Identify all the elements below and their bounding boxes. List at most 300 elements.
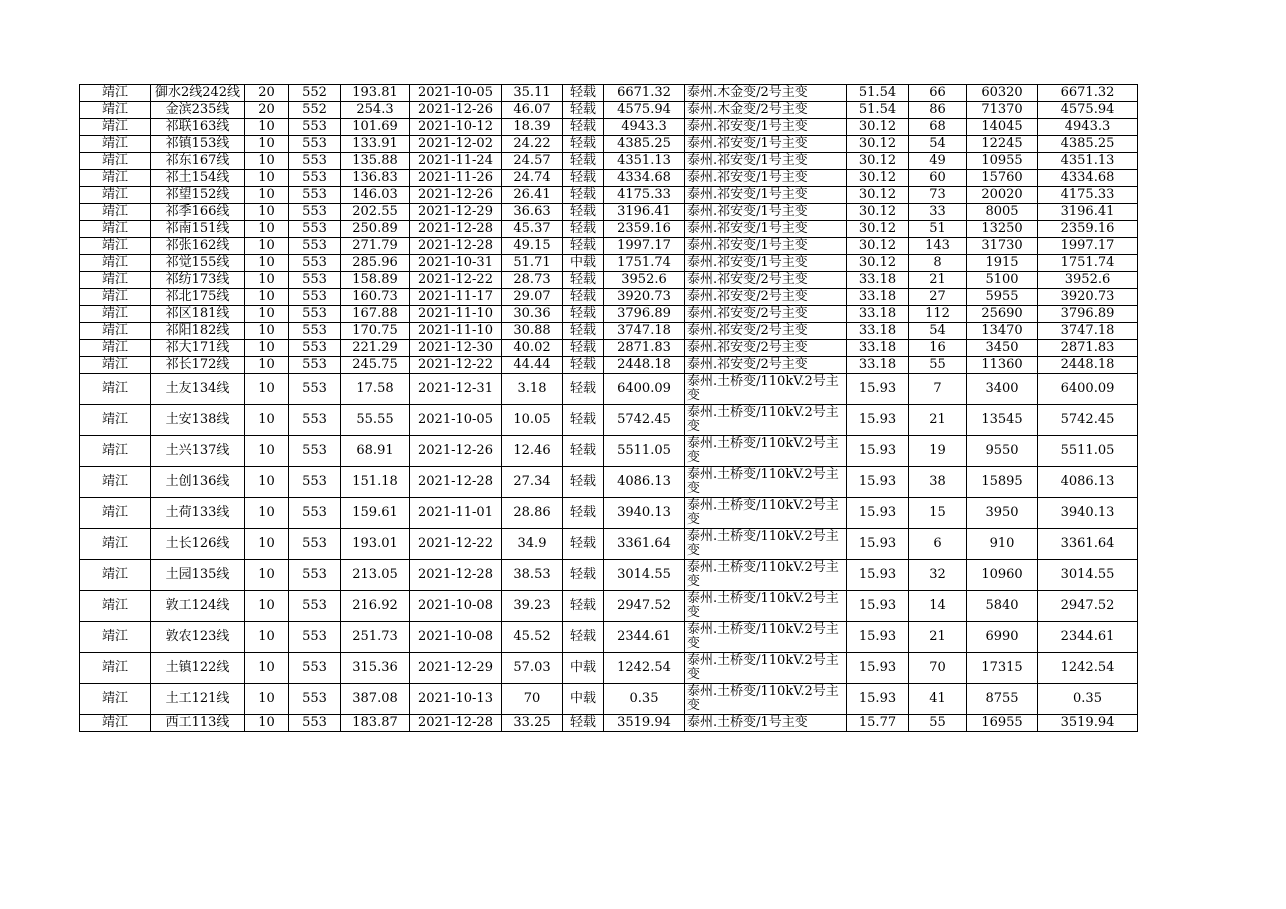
date-cell: 2021-10-08 <box>410 622 502 653</box>
line-name-cell: 祁镇153线 <box>151 136 245 153</box>
load-status-cell: 轻载 <box>563 436 604 467</box>
remaining-capacity-cell: 2448.18 <box>1038 357 1138 374</box>
table-row <box>80 204 1138 221</box>
load-status-cell: 轻载 <box>563 204 604 221</box>
transformer-rate-cell: 33.18 <box>847 272 909 289</box>
transformer-rate-cell: 33.18 <box>847 306 909 323</box>
value-a-cell: 553 <box>289 715 341 732</box>
user-count-cell: 73 <box>909 187 967 204</box>
value-b-cell: 387.08 <box>341 684 410 715</box>
date-cell: 2021-12-02 <box>410 136 502 153</box>
load-status-cell: 轻载 <box>563 187 604 204</box>
substation-cell: 泰州.木金变/2号主变 <box>685 85 847 102</box>
line-name-cell: 土园135线 <box>151 560 245 591</box>
region-cell: 靖江 <box>80 153 151 170</box>
user-count-cell: 6 <box>909 529 967 560</box>
line-name-cell: 祁觉155线 <box>151 255 245 272</box>
user-count-cell: 86 <box>909 102 967 119</box>
load-status-cell: 轻载 <box>563 153 604 170</box>
capacity-cell: 1242.54 <box>604 653 685 684</box>
value-b-cell: 245.75 <box>341 357 410 374</box>
line-name-cell: 祁大171线 <box>151 340 245 357</box>
date-cell: 2021-11-01 <box>410 498 502 529</box>
transformer-rate-cell: 15.93 <box>847 622 909 653</box>
load-rate-cell: 45.37 <box>502 221 563 238</box>
voltage-cell: 10 <box>245 529 289 560</box>
total-capacity-cell: 13250 <box>967 221 1038 238</box>
total-capacity-cell: 3400 <box>967 374 1038 405</box>
substation-cell: 泰州.土桥变/110kV.2号主变 <box>685 374 847 405</box>
voltage-cell: 10 <box>245 405 289 436</box>
table-row <box>80 187 1138 204</box>
table-row <box>80 238 1138 255</box>
total-capacity-cell: 20020 <box>967 187 1038 204</box>
remaining-capacity-cell: 5742.45 <box>1038 405 1138 436</box>
value-a-cell: 553 <box>289 405 341 436</box>
voltage-cell: 10 <box>245 340 289 357</box>
remaining-capacity-cell: 2947.52 <box>1038 591 1138 622</box>
region-cell: 靖江 <box>80 357 151 374</box>
total-capacity-cell: 11360 <box>967 357 1038 374</box>
transformer-rate-cell: 51.54 <box>847 85 909 102</box>
date-cell: 2021-12-26 <box>410 436 502 467</box>
value-b-cell: 193.01 <box>341 529 410 560</box>
date-cell: 2021-12-22 <box>410 529 502 560</box>
date-cell: 2021-12-29 <box>410 653 502 684</box>
load-status-cell: 轻载 <box>563 622 604 653</box>
value-a-cell: 553 <box>289 467 341 498</box>
capacity-cell: 4385.25 <box>604 136 685 153</box>
remaining-capacity-cell: 3920.73 <box>1038 289 1138 306</box>
user-count-cell: 70 <box>909 653 967 684</box>
substation-cell: 泰州.祁安变/1号主变 <box>685 204 847 221</box>
date-cell: 2021-12-30 <box>410 340 502 357</box>
total-capacity-cell: 14045 <box>967 119 1038 136</box>
value-b-cell: 151.18 <box>341 467 410 498</box>
capacity-cell: 5511.05 <box>604 436 685 467</box>
value-a-cell: 553 <box>289 436 341 467</box>
load-status-cell: 轻载 <box>563 221 604 238</box>
total-capacity-cell: 16955 <box>967 715 1038 732</box>
total-capacity-cell: 5840 <box>967 591 1038 622</box>
substation-cell: 泰州.祁安变/2号主变 <box>685 272 847 289</box>
value-b-cell: 136.83 <box>341 170 410 187</box>
voltage-cell: 10 <box>245 357 289 374</box>
region-cell: 靖江 <box>80 529 151 560</box>
value-a-cell: 553 <box>289 529 341 560</box>
total-capacity-cell: 5100 <box>967 272 1038 289</box>
load-rate-cell: 33.25 <box>502 715 563 732</box>
load-status-cell: 轻载 <box>563 119 604 136</box>
capacity-cell: 2947.52 <box>604 591 685 622</box>
voltage-cell: 10 <box>245 255 289 272</box>
load-rate-cell: 30.36 <box>502 306 563 323</box>
load-rate-cell: 3.18 <box>502 374 563 405</box>
transformer-rate-cell: 30.12 <box>847 187 909 204</box>
load-status-cell: 轻载 <box>563 238 604 255</box>
table-row <box>80 653 1138 684</box>
capacity-cell: 4351.13 <box>604 153 685 170</box>
date-cell: 2021-10-13 <box>410 684 502 715</box>
load-status-cell: 轻载 <box>563 467 604 498</box>
date-cell: 2021-12-28 <box>410 560 502 591</box>
value-a-cell: 553 <box>289 289 341 306</box>
substation-cell: 泰州.祁安变/1号主变 <box>685 153 847 170</box>
load-status-cell: 轻载 <box>563 340 604 357</box>
transformer-rate-cell: 15.93 <box>847 498 909 529</box>
region-cell: 靖江 <box>80 560 151 591</box>
value-b-cell: 146.03 <box>341 187 410 204</box>
total-capacity-cell: 6990 <box>967 622 1038 653</box>
value-b-cell: 183.87 <box>341 715 410 732</box>
user-count-cell: 54 <box>909 323 967 340</box>
capacity-cell: 2344.61 <box>604 622 685 653</box>
substation-cell: 泰州.祁安变/2号主变 <box>685 306 847 323</box>
substation-cell: 泰州.土桥变/110kV.2号主变 <box>685 498 847 529</box>
value-b-cell: 167.88 <box>341 306 410 323</box>
voltage-cell: 10 <box>245 289 289 306</box>
capacity-cell: 2871.83 <box>604 340 685 357</box>
remaining-capacity-cell: 3952.6 <box>1038 272 1138 289</box>
load-rate-cell: 57.03 <box>502 653 563 684</box>
substation-cell: 泰州.祁安变/1号主变 <box>685 136 847 153</box>
table-row <box>80 85 1138 102</box>
transformer-rate-cell: 15.93 <box>847 591 909 622</box>
line-name-cell: 祁阳182线 <box>151 323 245 340</box>
load-rate-cell: 10.05 <box>502 405 563 436</box>
voltage-cell: 10 <box>245 653 289 684</box>
region-cell: 靖江 <box>80 85 151 102</box>
region-cell: 靖江 <box>80 187 151 204</box>
region-cell: 靖江 <box>80 591 151 622</box>
user-count-cell: 51 <box>909 221 967 238</box>
remaining-capacity-cell: 0.35 <box>1038 684 1138 715</box>
value-a-cell: 553 <box>289 498 341 529</box>
load-rate-cell: 49.15 <box>502 238 563 255</box>
transformer-rate-cell: 15.93 <box>847 560 909 591</box>
load-rate-cell: 28.86 <box>502 498 563 529</box>
remaining-capacity-cell: 4385.25 <box>1038 136 1138 153</box>
transformer-rate-cell: 33.18 <box>847 357 909 374</box>
value-b-cell: 271.79 <box>341 238 410 255</box>
transformer-rate-cell: 30.12 <box>847 238 909 255</box>
transformer-rate-cell: 30.12 <box>847 221 909 238</box>
line-name-cell: 土工121线 <box>151 684 245 715</box>
load-rate-cell: 29.07 <box>502 289 563 306</box>
total-capacity-cell: 3950 <box>967 498 1038 529</box>
load-rate-cell: 44.44 <box>502 357 563 374</box>
load-rate-cell: 45.52 <box>502 622 563 653</box>
substation-cell: 泰州.祁安变/1号主变 <box>685 170 847 187</box>
value-a-cell: 553 <box>289 272 341 289</box>
substation-cell: 泰州.土桥变/110kV.2号主变 <box>685 591 847 622</box>
date-cell: 2021-11-17 <box>410 289 502 306</box>
table-row <box>80 272 1138 289</box>
transformer-rate-cell: 33.18 <box>847 323 909 340</box>
value-a-cell: 553 <box>289 560 341 591</box>
load-status-cell: 中载 <box>563 653 604 684</box>
region-cell: 靖江 <box>80 170 151 187</box>
line-name-cell: 御水2线242线 <box>151 85 245 102</box>
capacity-cell: 3747.18 <box>604 323 685 340</box>
remaining-capacity-cell: 6400.09 <box>1038 374 1138 405</box>
user-count-cell: 33 <box>909 204 967 221</box>
line-name-cell: 西工113线 <box>151 715 245 732</box>
load-status-cell: 轻载 <box>563 323 604 340</box>
value-a-cell: 553 <box>289 357 341 374</box>
date-cell: 2021-11-10 <box>410 306 502 323</box>
table-row <box>80 715 1138 732</box>
date-cell: 2021-10-05 <box>410 85 502 102</box>
region-cell: 靖江 <box>80 255 151 272</box>
value-a-cell: 553 <box>289 204 341 221</box>
capacity-cell: 4086.13 <box>604 467 685 498</box>
transformer-rate-cell: 30.12 <box>847 119 909 136</box>
capacity-cell: 3361.64 <box>604 529 685 560</box>
line-name-cell: 祁张162线 <box>151 238 245 255</box>
voltage-cell: 10 <box>245 684 289 715</box>
value-b-cell: 193.81 <box>341 85 410 102</box>
value-a-cell: 553 <box>289 255 341 272</box>
load-rate-cell: 40.02 <box>502 340 563 357</box>
capacity-cell: 2448.18 <box>604 357 685 374</box>
table-row <box>80 153 1138 170</box>
table-row <box>80 102 1138 119</box>
transformer-rate-cell: 15.93 <box>847 467 909 498</box>
substation-cell: 泰州.祁安变/2号主变 <box>685 289 847 306</box>
date-cell: 2021-10-31 <box>410 255 502 272</box>
line-name-cell: 祁长172线 <box>151 357 245 374</box>
region-cell: 靖江 <box>80 340 151 357</box>
load-status-cell: 轻载 <box>563 374 604 405</box>
line-name-cell: 土创136线 <box>151 467 245 498</box>
load-status-cell: 轻载 <box>563 560 604 591</box>
substation-cell: 泰州.祁安变/1号主变 <box>685 255 847 272</box>
value-b-cell: 158.89 <box>341 272 410 289</box>
transformer-rate-cell: 33.18 <box>847 289 909 306</box>
total-capacity-cell: 3450 <box>967 340 1038 357</box>
region-cell: 靖江 <box>80 204 151 221</box>
value-b-cell: 135.88 <box>341 153 410 170</box>
voltage-cell: 10 <box>245 136 289 153</box>
load-status-cell: 轻载 <box>563 102 604 119</box>
remaining-capacity-cell: 6671.32 <box>1038 85 1138 102</box>
value-b-cell: 250.89 <box>341 221 410 238</box>
region-cell: 靖江 <box>80 467 151 498</box>
user-count-cell: 54 <box>909 136 967 153</box>
user-count-cell: 32 <box>909 560 967 591</box>
load-status-cell: 轻载 <box>563 529 604 560</box>
total-capacity-cell: 8755 <box>967 684 1038 715</box>
user-count-cell: 49 <box>909 153 967 170</box>
date-cell: 2021-12-22 <box>410 272 502 289</box>
voltage-cell: 10 <box>245 170 289 187</box>
user-count-cell: 21 <box>909 405 967 436</box>
user-count-cell: 60 <box>909 170 967 187</box>
capacity-cell: 4334.68 <box>604 170 685 187</box>
line-name-cell: 土镇122线 <box>151 653 245 684</box>
load-rate-cell: 26.41 <box>502 187 563 204</box>
value-b-cell: 315.36 <box>341 653 410 684</box>
date-cell: 2021-12-28 <box>410 238 502 255</box>
total-capacity-cell: 71370 <box>967 102 1038 119</box>
user-count-cell: 15 <box>909 498 967 529</box>
voltage-cell: 10 <box>245 560 289 591</box>
substation-cell: 泰州.木金变/2号主变 <box>685 102 847 119</box>
load-status-cell: 轻载 <box>563 306 604 323</box>
line-name-cell: 祁季166线 <box>151 204 245 221</box>
total-capacity-cell: 1915 <box>967 255 1038 272</box>
total-capacity-cell: 31730 <box>967 238 1038 255</box>
remaining-capacity-cell: 3196.41 <box>1038 204 1138 221</box>
table-row <box>80 289 1138 306</box>
date-cell: 2021-12-28 <box>410 221 502 238</box>
remaining-capacity-cell: 2344.61 <box>1038 622 1138 653</box>
capacity-cell: 3519.94 <box>604 715 685 732</box>
line-name-cell: 祁南151线 <box>151 221 245 238</box>
value-a-cell: 553 <box>289 136 341 153</box>
load-rate-cell: 24.74 <box>502 170 563 187</box>
transformer-rate-cell: 15.93 <box>847 436 909 467</box>
line-name-cell: 祁望152线 <box>151 187 245 204</box>
line-name-cell: 土安138线 <box>151 405 245 436</box>
remaining-capacity-cell: 1751.74 <box>1038 255 1138 272</box>
load-status-cell: 轻载 <box>563 289 604 306</box>
total-capacity-cell: 10955 <box>967 153 1038 170</box>
line-name-cell: 土兴137线 <box>151 436 245 467</box>
voltage-cell: 10 <box>245 204 289 221</box>
voltage-cell: 10 <box>245 467 289 498</box>
value-b-cell: 221.29 <box>341 340 410 357</box>
remaining-capacity-cell: 4943.3 <box>1038 119 1138 136</box>
date-cell: 2021-12-29 <box>410 204 502 221</box>
value-b-cell: 170.75 <box>341 323 410 340</box>
substation-cell: 泰州.祁安变/1号主变 <box>685 187 847 204</box>
remaining-capacity-cell: 5511.05 <box>1038 436 1138 467</box>
substation-cell: 泰州.土桥变/110kV.2号主变 <box>685 529 847 560</box>
capacity-cell: 3014.55 <box>604 560 685 591</box>
table-row <box>80 136 1138 153</box>
value-a-cell: 553 <box>289 622 341 653</box>
voltage-cell: 20 <box>245 85 289 102</box>
transformer-rate-cell: 30.12 <box>847 204 909 221</box>
transformer-rate-cell: 30.12 <box>847 255 909 272</box>
table-row <box>80 591 1138 622</box>
data-table <box>79 84 1138 732</box>
line-name-cell: 祁纺173线 <box>151 272 245 289</box>
remaining-capacity-cell: 2359.16 <box>1038 221 1138 238</box>
remaining-capacity-cell: 3940.13 <box>1038 498 1138 529</box>
region-cell: 靖江 <box>80 405 151 436</box>
remaining-capacity-cell: 3747.18 <box>1038 323 1138 340</box>
voltage-cell: 10 <box>245 498 289 529</box>
transformer-rate-cell: 33.18 <box>847 340 909 357</box>
line-name-cell: 祁联163线 <box>151 119 245 136</box>
load-status-cell: 轻载 <box>563 591 604 622</box>
total-capacity-cell: 10960 <box>967 560 1038 591</box>
value-b-cell: 55.55 <box>341 405 410 436</box>
total-capacity-cell: 910 <box>967 529 1038 560</box>
region-cell: 靖江 <box>80 119 151 136</box>
remaining-capacity-cell: 4351.13 <box>1038 153 1138 170</box>
user-count-cell: 143 <box>909 238 967 255</box>
date-cell: 2021-12-26 <box>410 102 502 119</box>
load-status-cell: 轻载 <box>563 85 604 102</box>
table-row <box>80 119 1138 136</box>
date-cell: 2021-11-10 <box>410 323 502 340</box>
transformer-rate-cell: 15.93 <box>847 653 909 684</box>
user-count-cell: 55 <box>909 357 967 374</box>
capacity-cell: 3940.13 <box>604 498 685 529</box>
load-status-cell: 轻载 <box>563 170 604 187</box>
substation-cell: 泰州.祁安变/2号主变 <box>685 340 847 357</box>
substation-cell: 泰州.祁安变/2号主变 <box>685 357 847 374</box>
capacity-cell: 6400.09 <box>604 374 685 405</box>
total-capacity-cell: 9550 <box>967 436 1038 467</box>
remaining-capacity-cell: 3014.55 <box>1038 560 1138 591</box>
date-cell: 2021-10-12 <box>410 119 502 136</box>
value-b-cell: 251.73 <box>341 622 410 653</box>
transformer-rate-cell: 30.12 <box>847 170 909 187</box>
load-rate-cell: 39.23 <box>502 591 563 622</box>
transformer-rate-cell: 15.93 <box>847 405 909 436</box>
region-cell: 靖江 <box>80 715 151 732</box>
date-cell: 2021-12-28 <box>410 467 502 498</box>
transformer-rate-cell: 15.93 <box>847 529 909 560</box>
line-name-cell: 敦工124线 <box>151 591 245 622</box>
line-name-cell: 祁东167线 <box>151 153 245 170</box>
load-rate-cell: 70 <box>502 684 563 715</box>
table-row <box>80 498 1138 529</box>
remaining-capacity-cell: 3519.94 <box>1038 715 1138 732</box>
voltage-cell: 10 <box>245 238 289 255</box>
region-cell: 靖江 <box>80 323 151 340</box>
value-a-cell: 553 <box>289 684 341 715</box>
table-row <box>80 357 1138 374</box>
substation-cell: 泰州.祁安变/1号主变 <box>685 238 847 255</box>
remaining-capacity-cell: 4575.94 <box>1038 102 1138 119</box>
load-status-cell: 轻载 <box>563 357 604 374</box>
substation-cell: 泰州.土桥变/110kV.2号主变 <box>685 653 847 684</box>
value-a-cell: 553 <box>289 591 341 622</box>
load-rate-cell: 46.07 <box>502 102 563 119</box>
voltage-cell: 10 <box>245 221 289 238</box>
line-name-cell: 敦农123线 <box>151 622 245 653</box>
user-count-cell: 68 <box>909 119 967 136</box>
load-status-cell: 轻载 <box>563 498 604 529</box>
value-b-cell: 202.55 <box>341 204 410 221</box>
substation-cell: 泰州.祁安变/2号主变 <box>685 323 847 340</box>
capacity-cell: 3196.41 <box>604 204 685 221</box>
user-count-cell: 112 <box>909 306 967 323</box>
user-count-cell: 14 <box>909 591 967 622</box>
region-cell: 靖江 <box>80 436 151 467</box>
value-a-cell: 553 <box>289 306 341 323</box>
voltage-cell: 10 <box>245 622 289 653</box>
date-cell: 2021-12-31 <box>410 374 502 405</box>
load-rate-cell: 38.53 <box>502 560 563 591</box>
value-b-cell: 213.05 <box>341 560 410 591</box>
load-rate-cell: 28.73 <box>502 272 563 289</box>
region-cell: 靖江 <box>80 306 151 323</box>
value-b-cell: 254.3 <box>341 102 410 119</box>
value-b-cell: 17.58 <box>341 374 410 405</box>
remaining-capacity-cell: 3796.89 <box>1038 306 1138 323</box>
capacity-cell: 4575.94 <box>604 102 685 119</box>
remaining-capacity-cell: 3361.64 <box>1038 529 1138 560</box>
region-cell: 靖江 <box>80 653 151 684</box>
load-rate-cell: 36.63 <box>502 204 563 221</box>
